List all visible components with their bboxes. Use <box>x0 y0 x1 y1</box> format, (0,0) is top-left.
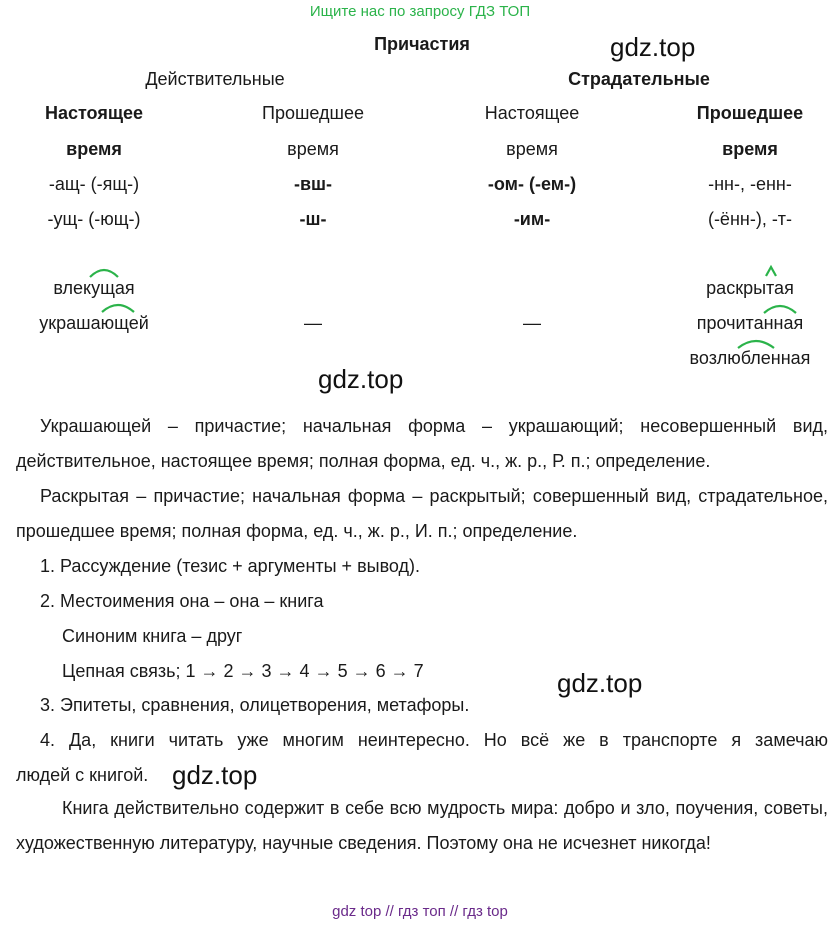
analysis-paragraph: Украшающей – причастие; начальная форма – украшающий; несовершенный вид, действительное, настоящее время; полная форма, ед. ч., ж. р., Р. п.; определение. <box>16 416 828 471</box>
col1-suffix: -ущ- (-ющ-) <box>47 209 141 229</box>
example-word: возлюбленная <box>689 348 811 368</box>
col1-tense-word: время <box>66 139 122 159</box>
col2-tense: Прошедшее <box>262 103 364 123</box>
example-dash: — <box>304 313 322 333</box>
group-passive: Страдательные <box>568 69 710 89</box>
answer-item-continuation: людей с книгой. <box>16 765 149 785</box>
conclusion-paragraph: Книга действительно содержит в себе всю мудрость мира: добро и зло, поучения, советы, художественную литературу, научные сведения. Поэтому она не исчезнет никогда! <box>16 798 828 853</box>
table-title: Причастия <box>374 34 470 54</box>
example-word: украшающей <box>39 313 149 333</box>
answer-item: 2. Местоимения она – она – книга <box>40 591 324 611</box>
watermark: gdz.top <box>172 760 258 790</box>
answer-item: 1. Рассуждение (тезис + аргументы + вывод). <box>40 556 421 576</box>
suffix-arc-mark <box>764 264 778 278</box>
col4-tense: Прошедшее <box>696 103 804 123</box>
example-word: прочитанная <box>696 313 804 333</box>
suffix-arc-mark <box>736 336 776 350</box>
footer-links: gdz top // гдз топ // гдз top <box>332 903 508 920</box>
watermark: gdz.top <box>318 364 404 394</box>
top-banner: Ищите нас по запросу ГДЗ ТОП <box>309 3 531 20</box>
col1-suffix: -ащ- (-ящ-) <box>48 174 140 194</box>
col3-suffix: -ом- (-ем-) <box>487 174 577 194</box>
suffix-arc-mark <box>762 301 798 315</box>
watermark: gdz.top <box>557 668 643 698</box>
suffix-arc-mark <box>88 265 120 279</box>
col2-suffix: -ш- <box>299 209 327 229</box>
watermark: gdz.top <box>610 32 696 62</box>
group-active: Действительные <box>145 69 285 89</box>
col2-tense-word: время <box>287 139 339 159</box>
example-dash: — <box>523 313 541 333</box>
col4-tense-word: время <box>722 139 778 159</box>
answer-item: 3. Эпитеты, сравнения, олицетворения, метафоры. <box>40 695 470 715</box>
col1-tense: Настоящее <box>44 103 144 123</box>
answer-subitem: Цепная связь; 1 → 2 → 3 → 4 → 5 → 6 → 7 <box>62 661 424 681</box>
col4-suffix: (-ённ-), -т- <box>707 209 793 229</box>
col3-tense: Настоящее <box>484 103 580 123</box>
col3-tense-word: время <box>506 139 558 159</box>
answer-subitem: Синоним книга – друг <box>62 626 243 646</box>
example-word: раскрытая <box>706 278 794 298</box>
col3-suffix: -им- <box>513 209 551 229</box>
example-word: влекущая <box>53 278 135 298</box>
col2-suffix: -вш- <box>293 174 333 194</box>
analysis-paragraph: Раскрытая – причастие; начальная форма – раскрытый; совершенный вид, страдательное, прошедшее время; полная форма, ед. ч., ж. р., И. п.; определение. <box>16 486 828 541</box>
suffix-arc-mark <box>100 300 136 314</box>
answer-item: 4. Да, книги читать уже многим неинтересно. Но всё же в транспорте я замечаю <box>40 730 828 750</box>
col4-suffix: -нн-, -енн- <box>708 174 792 194</box>
